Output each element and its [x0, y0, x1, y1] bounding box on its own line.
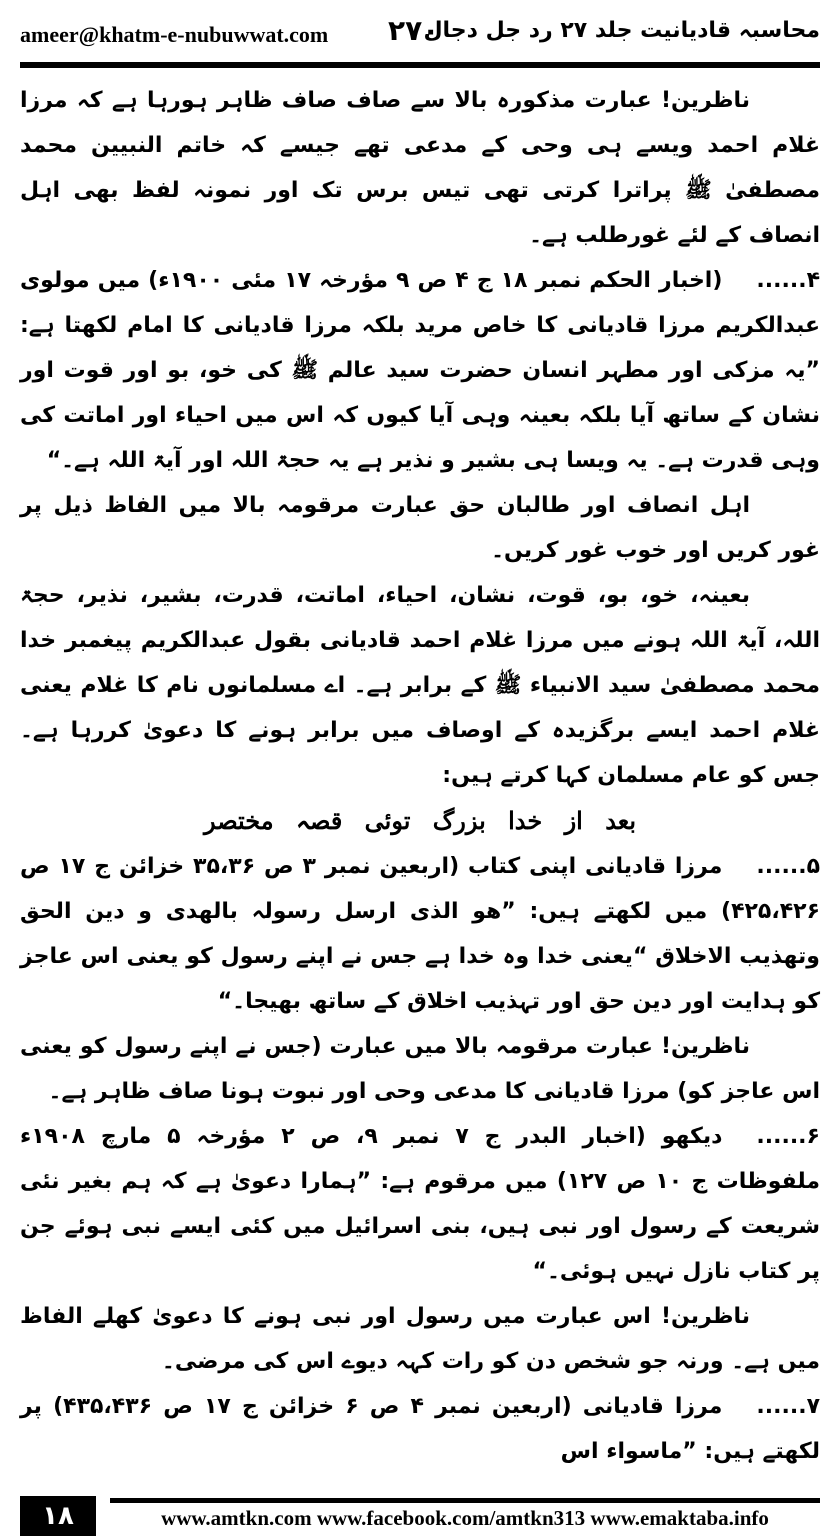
verse-line [20, 798, 820, 844]
header-book-title: محاسبہ قادیانیت جلد ۲۷ رد جل دجال [423, 18, 820, 43]
item-number: ۷...... [756, 1394, 820, 1419]
paragraph-text: ناظرین! اس عبارت میں رسول اور نبی ہونے کا دعویٰ کھلے الفاظ میں ہے۔ ورنہ جو شخص دن کو رات کہہ دیوے اس کی مرضی۔ [20, 1304, 820, 1374]
paragraph-text: بعد از خدا بزرگ توئی قصہ مختصر [203, 806, 637, 835]
paragraph [20, 258, 820, 483]
paragraph-text: (اخبار الحکم نمبر ۱۸ ج ۴ ص ۹ مؤرخہ ۱۷ مئی ۱۹۰۰ء) میں مولوی عبدالکریم مرزا قادیانی کا خاص مرید بلکہ مرزا قادیانی کا امام لکھتا ہے: ”یہ مزکی اور مطہر انسان حضرت سید عالم ﷺ کی خو، بو اور قوت اور نشان کے ساتھ آیا بلکہ بعینہ وہی آیا کیوں کہ اس میں احیاء اور اماتت کی وہی قدرت ہے۔ یہ ویسا ہی بشیر و نذیر ہے یہ حجۃ اللہ اور آیۃ اللہ ہے۔“ [20, 268, 820, 473]
paragraph [20, 573, 820, 798]
header-email: ameer@khatm-e-nubuwwat.com [20, 22, 329, 47]
header-page-number: ۲۷۰ [388, 14, 440, 47]
paragraph-text: مرزا قادیانی (اربعین نمبر ۴ ص ۶ خزائن ج ۱۷ ص ۴۳۵،۴۳۶) پر لکھتے ہیں: ”ماسواء اس [20, 1394, 820, 1464]
paragraph-text: ناظرین! عبارت مرقومہ بالا میں عبارت (جس نے اپنے رسول کو یعنی اس عاجز کو) مرزا قادیانی کا مدعی وحی اور نبوت ہونا صاف ظاہر ہے۔ [20, 1034, 820, 1104]
paragraph [20, 78, 820, 258]
paragraph-text: ناظرین! عبارت مذکورہ بالا سے صاف صاف ظاہر ہورہا ہے کہ مرزا غلام احمد ویسے ہی وحی کے مدعی تھے جیسے کہ خاتم النبیین محمد مصطفیٰ ﷺ پراترا کرتی تھی تیس برس تک اور نمونہ لفظ بھی اہل انصاف کے لئے غورطلب ہے۔ [20, 88, 820, 248]
header-rule [20, 62, 820, 68]
page-content [20, 78, 820, 1474]
paragraph-text: بعینہ، خو، بو، قوت، نشان، احیاء، اماتت، قدرت، بشیر، نذیر، حجۃ اللہ، آیۃ اللہ ہونے میں مرزا غلام احمد قادیانی بقول عبدالکریم پیغمبر خدا محمد مصطفیٰ سید الانبیاء ﷺ کے برابر ہے۔ اے مسلمانوں نام کا غلام یعنی غلام احمد ایسے برگزیدہ کے اوصاف میں برابر ہونے کا دعویٰ کررہا ہے۔ جس کو عام مسلمان کہا کرتے ہیں: [20, 583, 820, 788]
paragraph-text: دیکھو (اخبار البدر ج ۷ نمبر ۹، ص ۲ مؤرخہ ۵ مارچ ۱۹۰۸ء ملفوظات ج ۱۰ ص ۱۲۷) میں مرقوم ہے: ”ہمارا دعویٰ ہے کہ ہم بغیر نئی شریعت کے رسول اور نبی ہیں، بنی اسرائیل میں کئی ایسے نبی ہوئے جن پر کتاب نازل نہیں ہوئی۔“ [20, 1124, 820, 1284]
paragraph [20, 1024, 820, 1114]
paragraph [20, 844, 820, 1024]
paragraph [20, 1384, 820, 1474]
page-footer [0, 1494, 840, 1540]
item-number: ۴...... [756, 268, 820, 293]
item-number: ۵...... [756, 854, 820, 879]
paragraph-text: اہل انصاف اور طالبان حق عبارت مرقومہ بالا میں الفاظ ذیل پر غور کریں اور خوب غور کریں۔ [20, 493, 820, 563]
item-number: ۶...... [756, 1124, 820, 1149]
paragraph [20, 1114, 820, 1294]
paragraph [20, 1294, 820, 1384]
footer-page-box: ۱۸ [20, 1496, 96, 1536]
paragraph-text: مرزا قادیانی اپنی کتاب (اربعین نمبر ۳ ص ۳۵،۳۶ خزائن ج ۱۷ ص ۴۲۵،۴۲۶) میں لکھتے ہیں: ”ھو الذی ارسل رسولہ بالھدی و دین الحق وتھذیب الاخلاق “یعنی خدا وہ خدا ہے جس نے اپنے رسول کو یعنی اس عاجز کو ہدایت اور دین حق اور تہذیب اخلاق کے ساتھ بھیجا۔“ [20, 854, 820, 1014]
paragraph [20, 483, 820, 573]
footer-urls: www.amtkn.com www.facebook.com/amtkn313 www.emaktaba.info [161, 1506, 769, 1530]
page-header [20, 14, 820, 54]
footer-rule [110, 1498, 820, 1503]
